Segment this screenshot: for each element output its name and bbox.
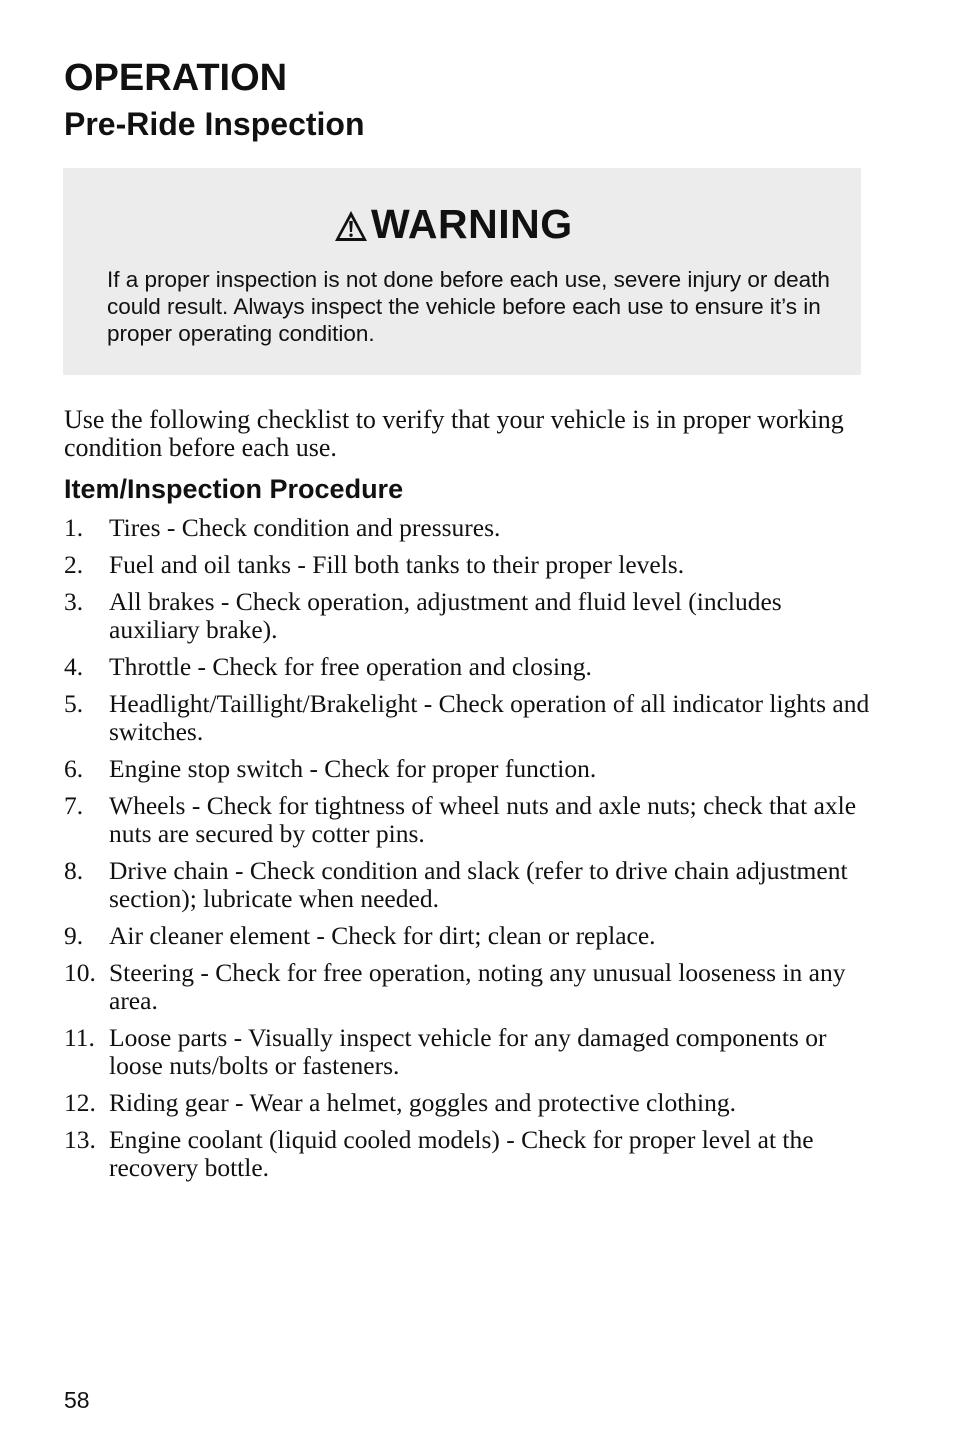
item-number: 1.	[64, 513, 84, 542]
item-text: Air cleaner element - Check for dirt; clean or replace.	[109, 921, 656, 950]
item-text: Engine stop switch - Check for proper function.	[109, 754, 597, 783]
item-number: 4.	[64, 652, 84, 681]
list-item	[64, 792, 874, 848]
item-number: 10.	[64, 958, 96, 987]
subsection-title: Pre-Ride Inspection	[64, 106, 365, 142]
item-number: 5.	[64, 689, 84, 718]
item-text: Throttle - Check for free operation and closing.	[109, 652, 592, 681]
item-text: Headlight/Taillight/Brakelight - Check operation of all indicator lights and switches.	[109, 689, 870, 746]
list-item	[64, 551, 874, 579]
item-number: 2.	[64, 550, 84, 579]
list-item	[64, 588, 874, 644]
warning-triangle-icon	[333, 207, 369, 241]
item-number: 6.	[64, 754, 84, 783]
item-text: Riding gear - Wear a helmet, goggles and protective clothing.	[109, 1088, 736, 1117]
item-number: 8.	[64, 856, 84, 885]
item-text: Fuel and oil tanks - Fill both tanks to their proper levels.	[109, 550, 685, 579]
section-title: OPERATION	[64, 57, 288, 99]
item-number: 3.	[64, 587, 84, 616]
list-item	[64, 959, 874, 1015]
item-text: Steering - Check for free operation, noting any unusual looseness in any area.	[109, 958, 846, 1015]
item-number: 11.	[64, 1023, 95, 1052]
list-item	[64, 1024, 874, 1080]
item-number: 9.	[64, 921, 84, 950]
item-text: All brakes - Check operation, adjustment and fluid level (includes auxiliary brake).	[109, 587, 782, 644]
list-item	[64, 514, 874, 542]
list-item	[64, 1126, 874, 1182]
item-text: Wheels - Check for tightness of wheel nuts and axle nuts; check that axle nuts are secured by cotter pins.	[109, 791, 857, 848]
list-item	[64, 857, 874, 913]
list-item	[64, 922, 874, 950]
item-number: 12.	[64, 1088, 96, 1117]
page-number: 58	[64, 1387, 90, 1413]
warning-box	[63, 168, 861, 375]
list-item	[64, 690, 874, 746]
warning-text: If a proper inspection is not done before each use, severe injury or death could result. Always inspect the vehicle before each use to ensure it’s in proper operating condition.	[107, 267, 830, 346]
intro-paragraph: Use the following checklist to verify that your vehicle is in proper working condition before each use.	[64, 405, 844, 462]
list-item	[64, 653, 874, 681]
item-text: Drive chain - Check condition and slack (refer to drive chain adjustment section); lubricate when needed.	[109, 856, 848, 913]
checklist-heading: Item/Inspection Procedure	[64, 474, 404, 504]
item-text: Loose parts - Visually inspect vehicle for any damaged components or loose nuts/bolts or fasteners.	[109, 1023, 827, 1080]
inspection-checklist	[64, 514, 874, 1191]
item-number: 13.	[64, 1125, 96, 1154]
list-item	[64, 755, 874, 783]
item-text: Tires - Check condition and pressures.	[109, 513, 501, 542]
item-text: Engine coolant (liquid cooled models) - Check for proper level at the recovery bottle.	[109, 1125, 814, 1182]
warning-heading-label: WARNING	[371, 201, 573, 247]
list-item	[64, 1089, 874, 1117]
item-number: 7.	[64, 791, 84, 820]
warning-heading	[333, 202, 573, 246]
